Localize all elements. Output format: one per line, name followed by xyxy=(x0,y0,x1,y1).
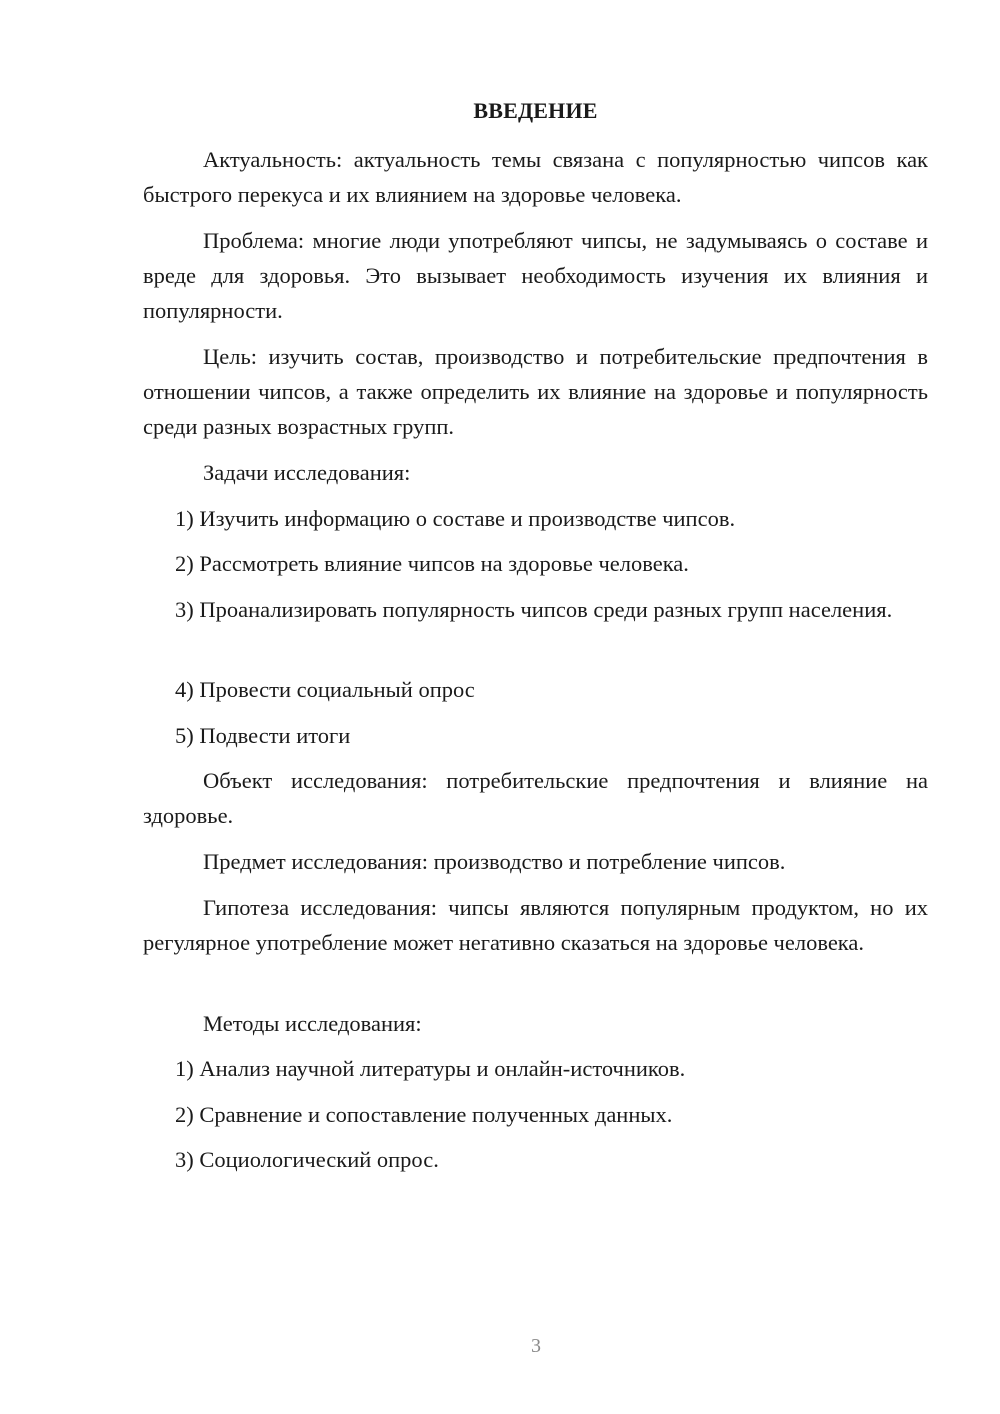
task-item: 2) Рассмотреть влияние чипсов на здоровье человека. xyxy=(175,551,689,576)
method-item: 2) Сравнение и сопоставление полученных данных. xyxy=(175,1102,673,1127)
hypothesis-paragraph: Гипотеза исследования: чипсы являются популярным продуктом, но их регулярное употребление может негативно сказаться на здоровье человека. xyxy=(143,895,928,955)
page-number: 3 xyxy=(531,1335,541,1357)
object-paragraph: Объект исследования: потребительские предпочтения и влияние на здоровье. xyxy=(143,768,928,828)
goal-paragraph: Цель: изучить состав, производство и потребительские предпочтения в отношении чипсов, а также определить их влияние на здоровье и популярность среди разных возрастных групп. xyxy=(143,344,928,439)
method-item: 3) Социологический опрос. xyxy=(175,1147,439,1172)
methods-title: Методы исследования: xyxy=(203,1011,422,1036)
task-item: 5) Подвести итоги xyxy=(175,723,351,748)
problem-paragraph: Проблема: многие люди употребляют чипсы, не задумываясь о составе и вреде для здоровья. Это вызывает необходимость изучения их влияния и популярности. xyxy=(143,228,928,323)
task-item: 1) Изучить информацию о составе и производстве чипсов. xyxy=(175,506,736,531)
task-item: 4) Провести социальный опрос xyxy=(175,677,475,702)
tasks-title: Задачи исследования: xyxy=(203,460,411,485)
section-heading: ВВЕДЕНИЕ xyxy=(473,98,598,123)
task-item: 3) Проанализировать популярность чипсов среди разных групп населения. xyxy=(175,597,893,622)
subject-paragraph: Предмет исследования: производство и потребление чипсов. xyxy=(203,849,786,874)
method-item: 1) Анализ научной литературы и онлайн-источников. xyxy=(175,1056,686,1081)
relevance-paragraph: Актуальность: актуальность темы связана с популярностью чипсов как быстрого перекуса и их влиянием на здоровье человека. xyxy=(143,147,928,207)
